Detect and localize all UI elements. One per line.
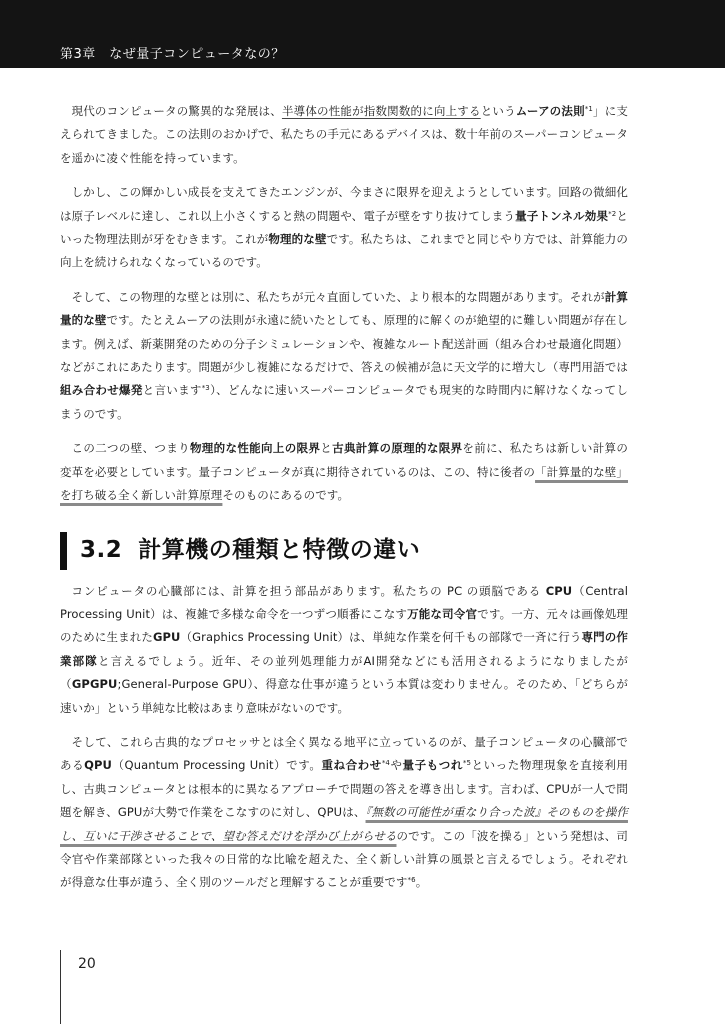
- footer-rule: [60, 950, 61, 1024]
- footnote-ref[interactable]: *2: [608, 209, 617, 218]
- running-header: [0, 0, 725, 68]
- term-quantum-tunneling: 量子トンネル効果: [515, 208, 609, 223]
- term-entanglement: 量子もつれ: [402, 758, 463, 773]
- chapter-title: 第3章 なぜ量子コンピュータなの？: [60, 47, 285, 62]
- term-moores-law: ムーアの法則: [515, 104, 585, 118]
- paragraph-6: そして、これら古典的なプロセッサとは全く異なる地平に立っているのが、量子コンピュータの心臓部であるQPU（Quantum Processing Unit）です。重ね合わせ$^{*4}$や量子もつれ$^{*5}$といった物理現象を直接利用し、古典コンピュータとは根本的に異なるアプローチで問題の答えを導き出します。言わば、CPUが一人で問題を解き、GPUが大勢で作業をこなすのに対し、QPUは、『無数の可能性が重なり合った波』そのものを操作し、互いに干渉させることで、望む答えだけを浮かび上がらせるのです。この「波を操る」という発想は、司令官や作業部隊といった我々の日常的な比喩を超えた、全く新しい計算の風景と言えるでしょう。それぞれが得意な仕事が違う、全く別のツールだと理解することが重要です$^{*6}$。: [60, 734, 629, 890]
- section-title: 計算機の種類と特徴の違い: [138, 536, 421, 563]
- footnote-ref[interactable]: *3: [201, 384, 210, 393]
- term-universal-commander: 万能な司令官: [407, 606, 478, 621]
- paragraph-4: この二つの壁、つまり物理的な性能向上の限界と古典計算の原理的な限界を前に、私たちは新しい計算の変革を必要としています。量子コンピュータが真に期待されているのは、この、特に後者の「計算量的な壁」を打ち破る全く新しい計算原理そのものにあるのです。: [60, 441, 628, 503]
- paragraph-1: 現代のコンピュータの驚異的な発展は、半導体の性能が指数関数的に向上するというムーアの法則$^{*1}$」に支えられてきました。この法則のおかげで、私たちの手元にあるデバイスは、数十年前のスーパーコンピュータを遥かに凌ぐ性能を持っています。: [60, 104, 628, 165]
- paragraph-5: コンピュータの心臓部には、計算を担う部品があります。私たちの PC の頭脳である CPU（Central Processing Unit）は、複雑で多様な命令を一つずつ順番にこなす万能な司令官です。一方、元々は画像処理のために生まれたGPU（Graphics Processing Unit）は、単純な作業を何千もの部隊で一斉に行う専門の作業部隊と言えるでしょう。近年、その並列処理能力がAI開発などにも活用されるようになりましたが（GPGPU;General-Purpose GPU）、得意な仕事が違うという本質は変わりません。そのため、「どちらが速いか」という単純な比較はあまり意味がないのです。: [60, 583, 628, 715]
- page-body: [60, 100, 628, 906]
- footnote-ref[interactable]: *5: [462, 759, 472, 768]
- term-gpu: GPU: [152, 630, 181, 645]
- term-specialist-squad: 専門の作業部隊: [60, 630, 628, 668]
- section-heading: [60, 530, 628, 570]
- term-performance-limit: 物理的な性能向上の限界: [189, 441, 321, 456]
- footnote-ref[interactable]: *1: [584, 105, 593, 113]
- term-combinatorial-explosion: 組み合わせ爆発: [60, 383, 143, 398]
- term-qpu: QPU: [84, 758, 112, 773]
- term-superposition: 重ね合わせ: [321, 758, 382, 773]
- term-gpgpu: GPGPU: [71, 677, 118, 692]
- page-number: 20: [78, 956, 96, 972]
- term-cpu: CPU: [545, 583, 573, 598]
- section-number: 3.2: [80, 536, 123, 563]
- footnote-ref[interactable]: *4: [381, 759, 390, 768]
- term-physical-wall: 物理的な壁: [268, 232, 327, 247]
- paragraph-3: そして、この物理的な壁とは別に、私たちが元々直面していた、より根本的な問題があります。それが計算量的な壁です。たとえムーアの法則が永遠に続いたとしても、原理的に解くのが絶望的に難しい問題が存在します。例えば、新薬開発のための分子シミュレーションや、複雑なルート配送計画（組み合わせ最適化問題）などがこれにあたります。問題が少し複雑になるだけで、答えの候補が急に天文学的に増大し（専門用語では組み合わせ爆発と言います$^{*3}$）、どんなに速いスーパーコンピュータでも現実的な時間内に解けなくなってしまうのです。: [60, 289, 629, 421]
- paragraph-2: しかし、この輝かしい成長を支えてきたエンジンが、今まさに限界を迎えようとしています。回路の微細化は原子レベルに達し、これ以上小さくすると熱の問題や、電子が壁をすり抜けてしまう量子トンネル効果$^{*2}$といった物理法則が牙をむきます。これが物理的な壁です。私たちは、これまでと同じやり方では、計算能力の向上を続けられなくなっているのです。: [60, 185, 628, 270]
- underlined-phrase: 半導体の性能が指数関数的に向上する: [281, 104, 481, 118]
- term-classical-limit: 古典計算の原理的な限界: [332, 441, 463, 456]
- highlighted-phrase: 「計算量的な壁」を打ち破る全く新しい計算原理: [60, 464, 628, 503]
- term-computational-wall: 計算量的な壁: [60, 289, 628, 328]
- footnote-ref[interactable]: *6: [407, 876, 416, 885]
- heading-bar: [60, 532, 67, 570]
- highlighted-phrase: 『無数の可能性が重なり合った波』そのものを操作し、互いに干渉させることで、望む答えだけを浮かび上がらせる: [60, 805, 628, 843]
